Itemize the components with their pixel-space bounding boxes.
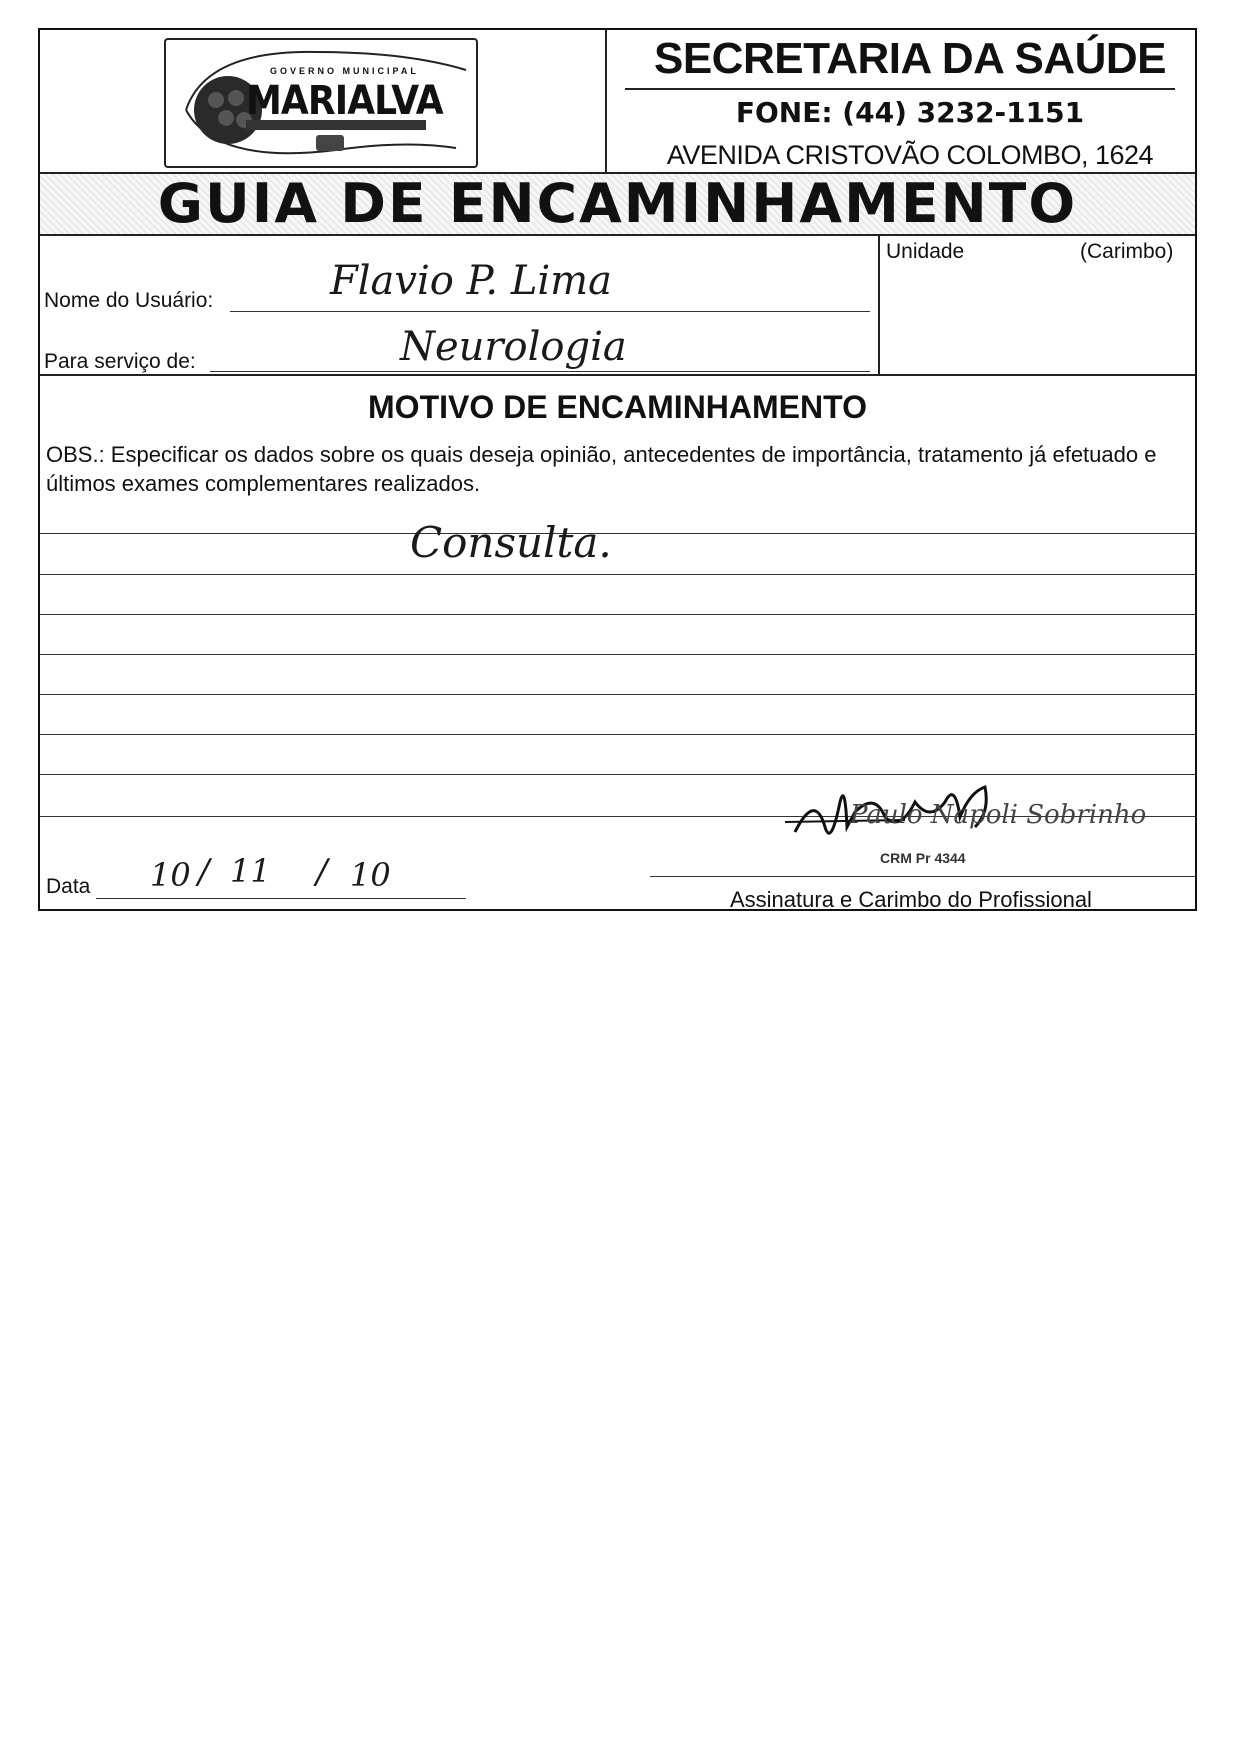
writing-line (40, 614, 1195, 615)
date-sep: / (198, 852, 210, 892)
form-title: GUIA DE ENCAMINHAMENTO (157, 172, 1078, 235)
reason-title: MOTIVO DE ENCAMINHAMENTO (368, 389, 867, 425)
service-label: Para serviço de: (44, 350, 196, 373)
department-title: SECRETARIA DA SAÚDE (653, 34, 1166, 83)
divider (40, 374, 1195, 376)
divider (40, 234, 1195, 236)
service-line (210, 371, 870, 372)
unit-label: Unidade (886, 240, 965, 263)
writing-line (40, 734, 1195, 735)
date-day: 10 (150, 856, 191, 894)
writing-line (40, 654, 1195, 655)
date-year: 10 (350, 856, 391, 894)
signature-label: Assinatura e Carimbo do Profissional (730, 887, 1092, 912)
phone-number: FONE: (44) 3232-1151 (735, 96, 1085, 129)
stamp-registration: CRM Pr 4344 (880, 850, 966, 866)
stamp-name: Paulo Napoli Sobrinho (850, 800, 1147, 830)
date-label: Data (46, 875, 91, 898)
stamp-label: (Carimbo) (1080, 240, 1174, 263)
writing-line (40, 574, 1195, 575)
title-underline (625, 88, 1175, 90)
writing-line (40, 533, 1195, 534)
patient-name-handwritten: Flavio P. Lima (330, 258, 612, 304)
address: AVENIDA CRISTOVÃO COLOMBO, 1624 (666, 140, 1154, 170)
municipal-logo (164, 38, 478, 168)
name-line (230, 311, 870, 312)
header-divider (605, 30, 607, 172)
name-label: Nome do Usuário: (44, 289, 214, 312)
date-sep: / (316, 852, 328, 892)
date-month: 11 (230, 852, 271, 890)
signature-line (650, 876, 1195, 877)
date-line (96, 898, 466, 899)
logo-top-text: GOVERNO MUNICIPAL (270, 66, 419, 76)
referral-form (38, 28, 1197, 911)
unit-box-divider (878, 234, 880, 374)
reason-handwritten: Consulta. (410, 518, 612, 567)
logo-name: MARIALVA (246, 78, 443, 124)
obs-text: OBS.: Especificar os dados sobre os quais deseja opinião, antecedentes de importância, tratamento já efetuado e últimos exames complementares realizados. (46, 442, 1157, 496)
writing-line (40, 694, 1195, 695)
service-handwritten: Neurologia (400, 324, 627, 370)
